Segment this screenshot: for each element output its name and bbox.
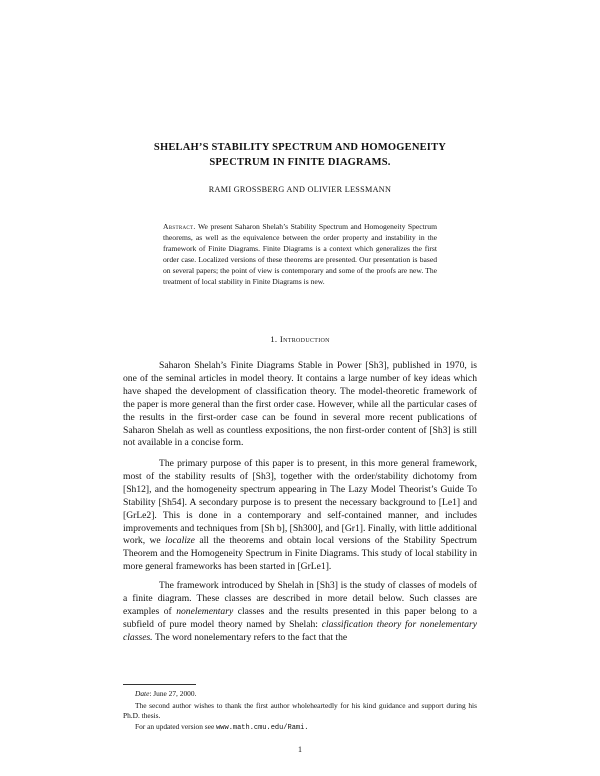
footnote-url-link[interactable]: www.math.cmu.edu/Rami. (216, 724, 309, 732)
footnote-url-prefix: For an updated version see (135, 722, 215, 731)
paragraph-1-text: Saharon Shelah’s Finite Diagrams Stable in Power [Sh3], published in 1970, is one of the seminal articles in model theory. It contains a large number of key ideas which have shaped the development of classification theory. The model-theoretic framework of the paper is more general than the first order case. However, while all the particular cases of the results in the first-order case can be found in several more recent publications of Saharon Shelah as well as countless expositions, the non first-order content of [Sh3] is still not available in a concise form. (123, 360, 477, 449)
footnote-thanks-text: The second author wishes to thank the first author wholeheartedly for his kind guidance and support during his Ph.D. thesis. (123, 701, 477, 720)
paragraph-3-text-c: The word nonelementary refers to the fact that the (154, 631, 348, 643)
footnote-date-value: : June 27, 2000. (149, 689, 197, 698)
section-number: 1. (270, 334, 278, 344)
paragraph-1 (123, 360, 477, 450)
abstract-text: We present Saharon Shelah’s Stability Spectrum and Homogeneity Spectrum theorems, as well as the equivalence between the order property and instability in the framework of Finite Diagrams. Finite Diagrams is a context which generalizes the first order case. Localized versions of these theorems are presented. Our presentation is based on several papers; the point of view is contemporary and some of the proofs are new. The treatment of local stability in Finite Diagrams is new. (163, 222, 438, 286)
title-line-2: SPECTRUM IN FINITE DIAGRAMS. (209, 157, 391, 168)
paragraph-3-emphasis-1: nonelementary (176, 605, 234, 617)
paragraph-2-text-b: all the theorems and obtain local versions of the Stability Spectrum Theorem and the Homogeneity Spectrum in Finite Diagrams. This study of local stability in more general frameworks has been started in [GrLe1]. (123, 535, 478, 573)
abstract-label: Abstract. (163, 222, 196, 231)
footnote-date (123, 689, 477, 699)
paper-title (100, 140, 500, 170)
section-title: Introduction (279, 334, 330, 344)
title-line-1: SHELAH’S STABILITY SPECTRUM AND HOMOGENEITY (153, 142, 447, 153)
footnote-thanks (123, 701, 477, 721)
authors: RAMI GROSSBERG AND OLIVIER LESSMANN (208, 185, 392, 194)
abstract (163, 222, 437, 287)
paragraph-2-emphasis: localize (165, 535, 195, 547)
paragraph-3-emphasis-2: classification theory for nonelementary classes. (123, 618, 477, 643)
footnote-date-label: Date (135, 689, 150, 698)
paragraph-2-text-a: The primary purpose of this paper is to present, in this more general framework, most of the stability results of [Sh3], together with the order/stability dichotomy from [Sh12], and the homogeneity spectrum appearing in The Lazy Model Theorist’s Guide To Stability [Sh54]. A secondary purpose is to present the necessary background to [Le1] and [GrLe2]. This is done in a contemporary and self-contained manner, and includes improvements and techniques from [Sh b], [Sh300], and [Gr1]. Finally, with little additional work, we (123, 458, 477, 547)
footnote-url (123, 722, 477, 734)
page-number: 1 (298, 745, 302, 754)
paragraph-2 (123, 458, 477, 574)
footnote-rule (123, 684, 196, 685)
paragraph-3-text-a: The framework introduced by Shelah in [Sh3] is the study of classes of models of a finite diagram. These classes are described in more detail below. Such classes are examples of (123, 580, 477, 617)
section-heading (100, 334, 500, 344)
paragraph-3 (123, 580, 477, 645)
paragraph-3-text-b: classes and the results presented in this paper belong to a subfield of pure model theory named by Shelah: (123, 605, 477, 630)
